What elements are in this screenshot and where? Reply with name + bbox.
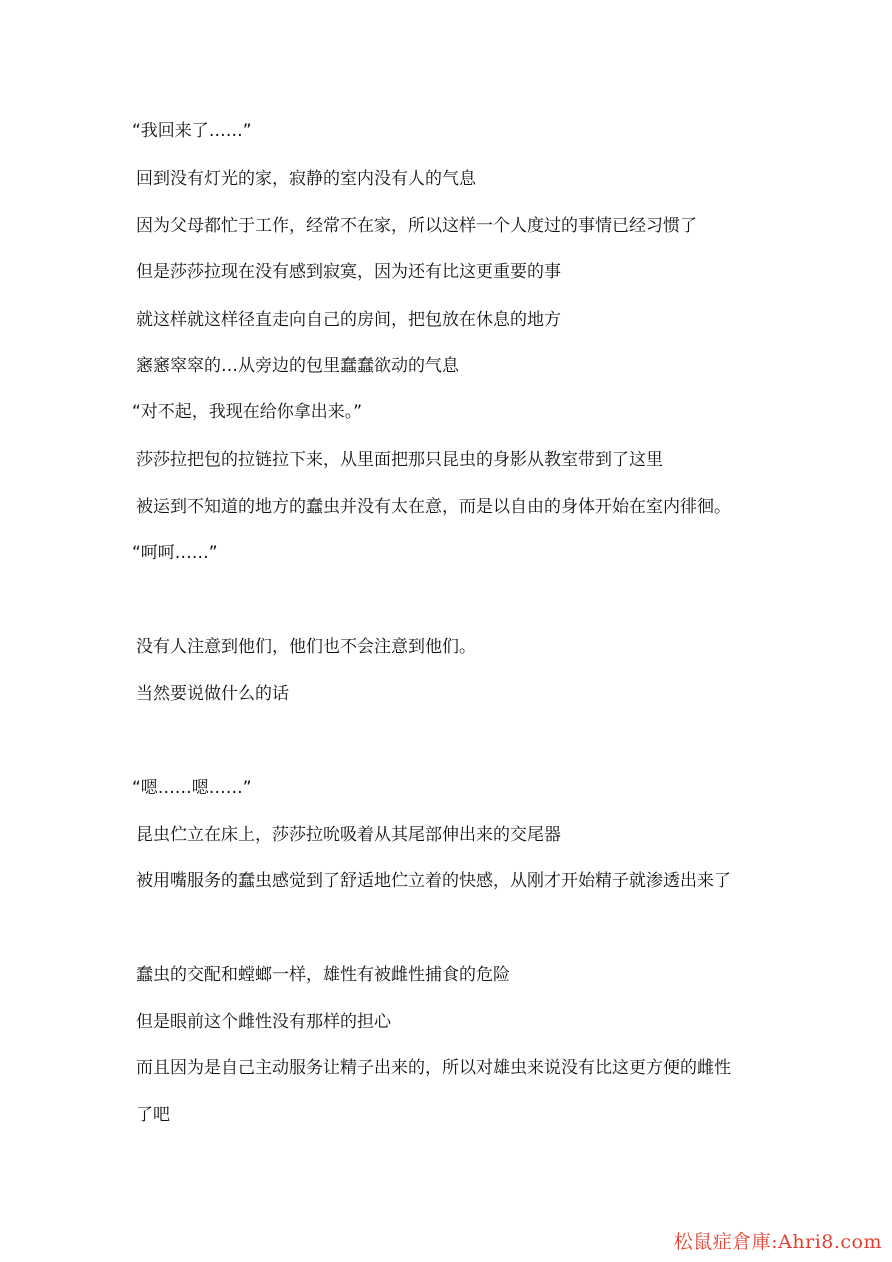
text-line-16: 蠢虫的交配和螳螂一样，雄性有被雌性捕食的危险 — [136, 965, 510, 985]
text-line-15: 被用嘴服务的蠢虫感觉到了舒适地伫立着的快感，从刚才开始精子就渗透出来了 — [136, 871, 731, 891]
text-line-19: 了吧 — [136, 1105, 170, 1125]
text-line-18: 而且因为是自己主动服务让精子出来的，所以对雄虫来说没有比这更方便的雌性 — [136, 1058, 731, 1078]
watermark-text: 松鼠症倉庫:Ahri8.com — [673, 1231, 882, 1253]
text-line-8: 莎莎拉把包的拉链拉下来，从里面把那只昆虫的身影从教室带到了这里 — [136, 450, 663, 470]
text-line-3: 因为父母都忙于工作，经常不在家，所以这样一个人度过的事情已经习惯了 — [136, 216, 697, 236]
text-line-12: 当然要说做什么的话 — [136, 684, 289, 704]
text-line-6: 窸窸窣窣的…从旁边的包里蠢蠢欲动的气息 — [136, 356, 459, 376]
text-line-7: “对不起，我现在给你拿出来。” — [132, 402, 363, 422]
text-line-11: 没有人注意到他们，他们也不会注意到他们。 — [136, 637, 476, 657]
text-line-13: “嗯……嗯……” — [132, 778, 252, 798]
text-line-2: 回到没有灯光的家，寂静的室内没有人的气息 — [136, 169, 476, 189]
text-line-4: 但是莎莎拉现在没有感到寂寞，因为还有比这更重要的事 — [136, 262, 561, 282]
text-line-1: “我回来了……” — [132, 121, 252, 141]
text-line-14: 昆虫伫立在床上，莎莎拉吮吸着从其尾部伸出来的交尾器 — [136, 825, 561, 845]
text-line-5: 就这样就这样径直走向自己的房间，把包放在休息的地方 — [136, 310, 561, 330]
text-line-17: 但是眼前这个雌性没有那样的担心 — [136, 1012, 391, 1032]
text-line-10: “呵呵……” — [132, 543, 218, 563]
text-line-9: 被运到不知道的地方的蠢虫并没有太在意，而是以自由的身体开始在室内徘徊。 — [136, 497, 731, 517]
